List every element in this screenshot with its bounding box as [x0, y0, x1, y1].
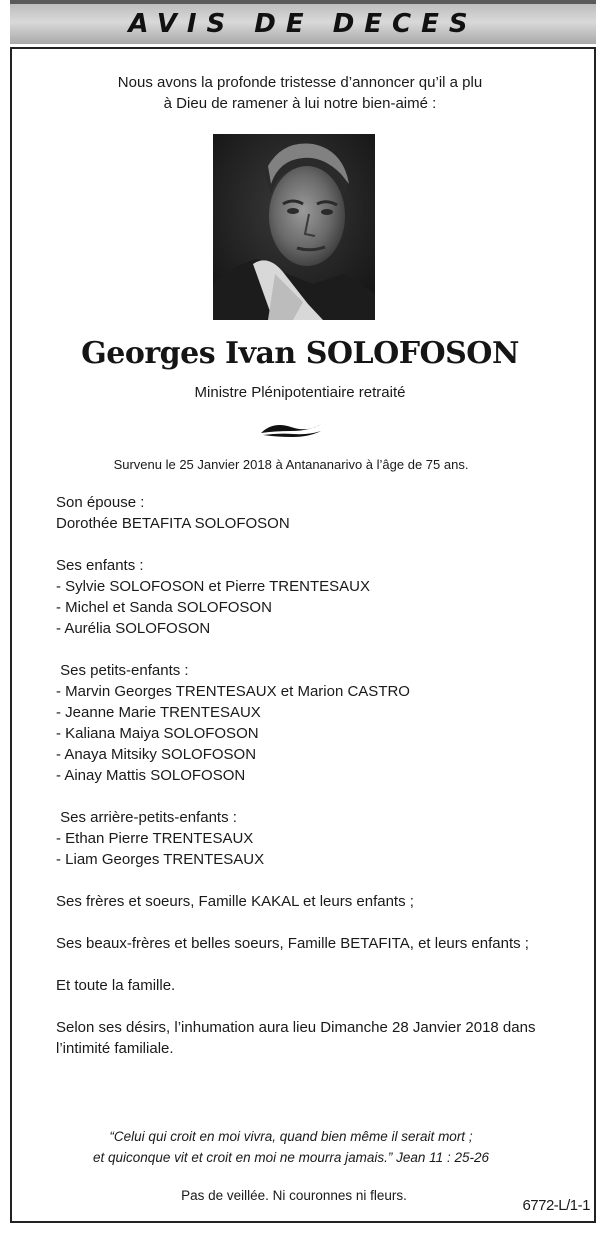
great-grandchildren-heading: Ses arrière-petits-enfants :: [56, 809, 237, 826]
bible-quote: [0, 1126, 582, 1168]
quote-line-2: et quiconque vit et croit en moi ne mourra jamais.” Jean 11 : 25-26: [93, 1150, 489, 1165]
great-grandchild-item: - Ethan Pierre TRENTESAUX: [56, 830, 254, 847]
in-laws-line: Ses beaux-frères et belles soeurs, Famille BETAFITA, et leurs enfants ;: [56, 935, 529, 952]
grandchild-item: - Anaya Mitsiky SOLOFOSON: [56, 746, 257, 763]
grandchild-item: - Ainay Mattis SOLOFOSON: [56, 767, 246, 784]
flourish-ornament: [259, 419, 325, 439]
burial-line: Selon ses désirs, l’inhumation aura lieu Dimanche 28 Janvier 2018 dans l’intimité familiale.: [56, 1019, 536, 1057]
child-item: - Sylvie SOLOFOSON et Pierre TRENTESAUX: [56, 578, 370, 595]
quote-line-1: “Celui qui croit en moi vivra, quand bien même il serait mort ;: [109, 1129, 473, 1144]
all-family-line: Et toute la famille.: [56, 977, 176, 994]
siblings-line: Ses frères et soeurs, Famille KAKAL et leurs enfants ;: [56, 893, 414, 910]
child-item: - Michel et Sanda SOLOFOSON: [56, 599, 272, 616]
family-section: [56, 492, 556, 1059]
grandchildren-heading: Ses petits-enfants :: [56, 662, 189, 679]
intro-text: [0, 72, 600, 114]
header-band: [10, 0, 596, 44]
portrait-photo: [213, 134, 375, 320]
spouse-name: Dorothée BETAFITA SOLOFOSON: [56, 515, 290, 532]
grandchild-item: - Jeanne Marie TRENTESAUX: [56, 704, 261, 721]
reference-code: 6772-L/1-1: [522, 1197, 590, 1214]
great-grandchild-item: - Liam Georges TRENTESAUX: [56, 851, 265, 868]
portrait-illustration: [213, 134, 375, 320]
intro-line-1: Nous avons la profonde tristesse d’annoncer qu’il a plu: [117, 74, 483, 91]
intro-line-2: à Dieu de ramener à lui notre bien-aimé :: [163, 95, 437, 112]
notice-title: AVIS DE DECES: [128, 9, 478, 39]
death-details: Survenu le 25 Janvier 2018 à Antananarivo à l’âge de 75 ans.: [113, 457, 469, 472]
deceased-name: Georges Ivan SOLOFOSON: [81, 336, 519, 371]
grandchild-item: - Marvin Georges TRENTESAUX et Marion CASTRO: [56, 683, 410, 700]
footer-note: Pas de veillée. Ni couronnes ni fleurs.: [181, 1188, 407, 1203]
child-item: - Aurélia SOLOFOSON: [56, 620, 211, 637]
children-heading: Ses enfants :: [56, 557, 144, 574]
spouse-heading: Son épouse :: [56, 494, 145, 511]
grandchild-item: - Kaliana Maiya SOLOFOSON: [56, 725, 259, 742]
deceased-title: Ministre Plénipotentiaire retraité: [194, 384, 406, 401]
